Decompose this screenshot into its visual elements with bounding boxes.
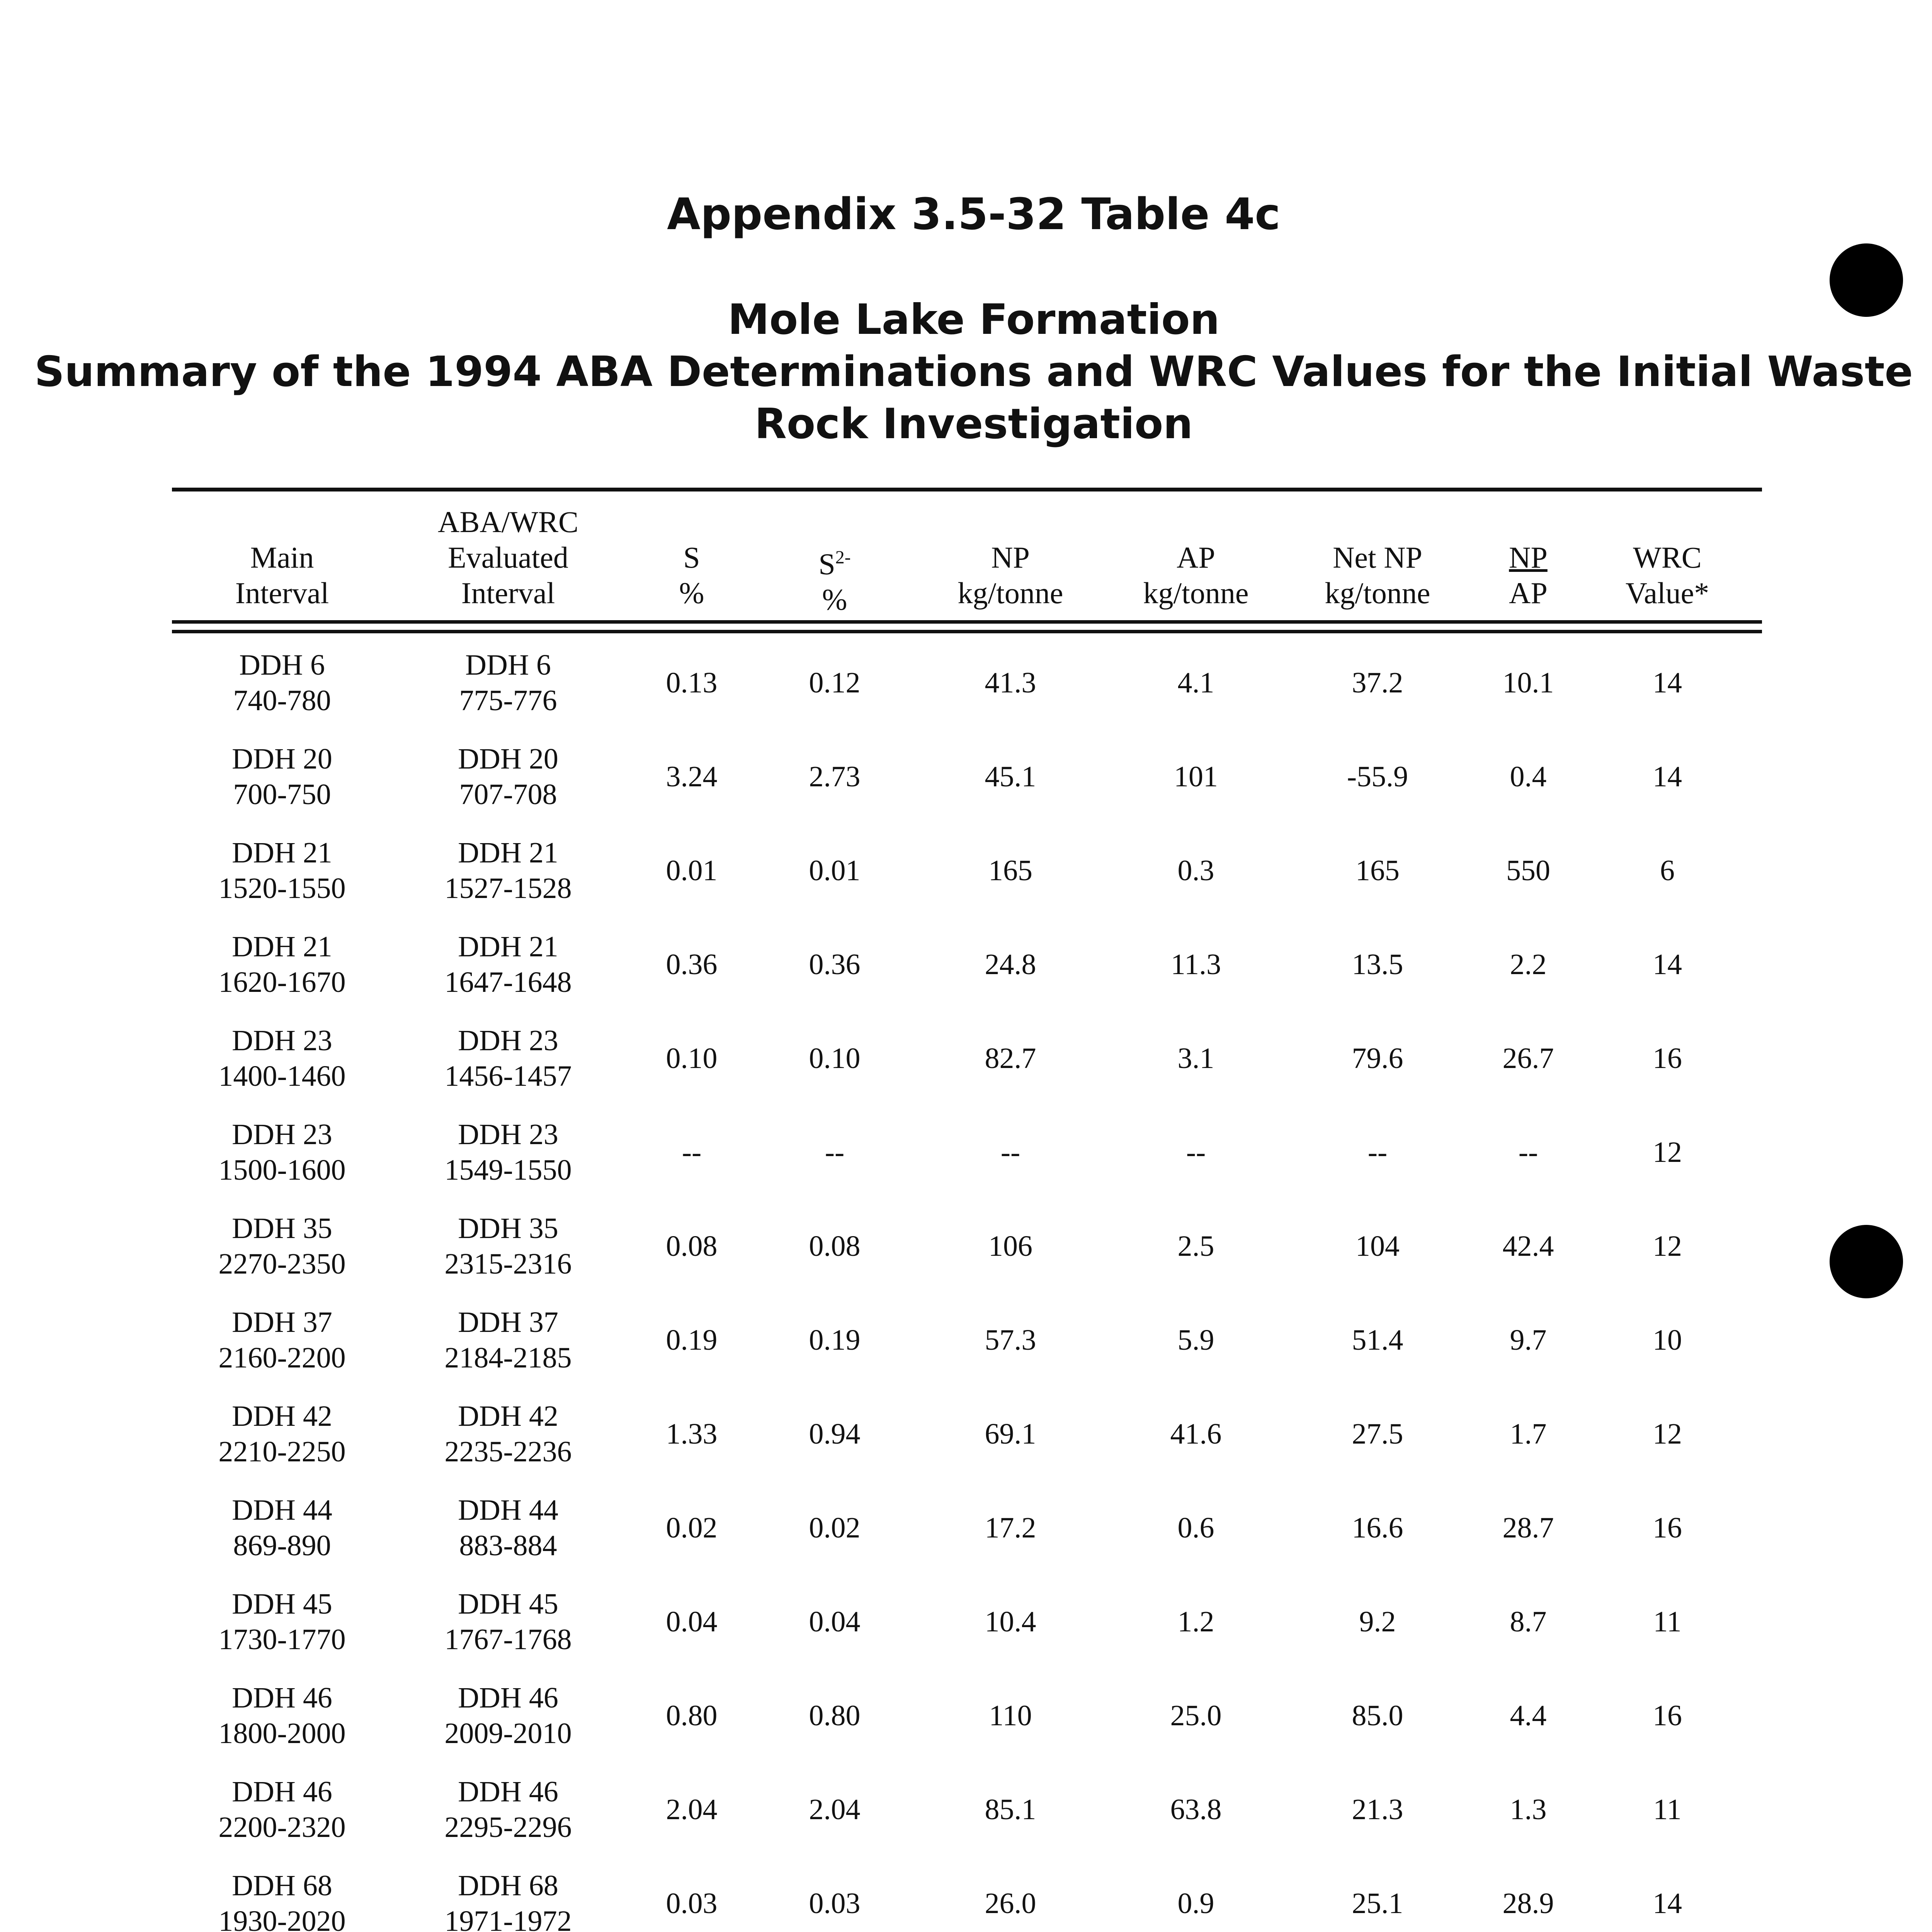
table-row [0,1680,1932,1774]
depth-range: 2200-2320 [218,1811,346,1844]
main-interval-cell [218,1304,345,1376]
cell-np: 69.1 [985,1418,1036,1450]
depth-range: 2315-2316 [444,1248,572,1280]
cell-netnp: 13.5 [1352,948,1403,981]
column-header-line: kg/tonne [1325,576,1430,610]
cell-npap: 4.4 [1510,1699,1547,1732]
hole-id: DDH 44 [232,1494,332,1526]
column-header-line: Interval [461,576,555,610]
column-header-line: WRC [1633,541,1702,574]
cell-netnp: -55.9 [1347,760,1408,793]
column-header-wrc-value [1626,504,1709,611]
cell-s2: 0.94 [809,1418,861,1450]
main-interval-cell [218,929,345,1000]
cell-wrc: 16 [1653,1042,1682,1075]
cell-wrc: 16 [1653,1512,1682,1544]
column-header-line: Value* [1625,576,1709,610]
column-header-main-interval [235,504,329,611]
depth-range: 1520-1550 [218,872,346,905]
subtitle-line-3: Rock Investigation [754,400,1193,448]
cell-npap: -- [1518,1136,1538,1168]
table-row [0,1586,1932,1680]
column-header-line: Net NP [1333,541,1422,574]
depth-range: 1620-1670 [218,966,346,998]
cell-s2: -- [825,1136,845,1168]
cell-wrc: 14 [1653,948,1682,981]
cell-s2: 0.02 [809,1512,861,1544]
cell-netnp: 21.3 [1352,1793,1403,1826]
depth-range: 740-780 [233,684,331,717]
header-double-rule-lower [172,630,1762,633]
cell-s2: 0.04 [809,1605,861,1638]
depth-range: 2009-2010 [444,1717,572,1750]
cell-s2: 0.80 [809,1699,861,1732]
column-header-line [818,504,850,540]
cell-netnp: 79.6 [1352,1042,1403,1075]
hole-id: DDH 21 [232,930,332,963]
header-double-rule-upper [172,620,1762,624]
depth-range: 1500-1600 [218,1154,346,1186]
hole-id: DDH 46 [232,1682,332,1714]
main-interval-cell [218,1398,345,1469]
cell-ap: 1.2 [1177,1605,1214,1638]
main-interval-cell [218,1211,345,1282]
subtitle-line-1: Mole Lake Formation [728,296,1220,344]
cell-netnp: 27.5 [1352,1418,1403,1450]
column-header-line [1509,504,1548,540]
binder-hole-top [1830,243,1903,317]
depth-range: 883-884 [459,1529,557,1562]
cell-np: 26.0 [985,1887,1036,1920]
hole-id: DDH 23 [232,1118,332,1151]
cell-npap: 2.2 [1510,948,1547,981]
depth-range: 2235-2236 [444,1435,572,1468]
depth-range: 1647-1648 [444,966,572,998]
hole-id: DDH 68 [232,1869,332,1902]
table-row [0,1774,1932,1868]
main-interval-cell [218,1023,345,1094]
main-interval-cell [218,1774,345,1845]
depth-range: 1800-2000 [218,1717,346,1750]
cell-npap: 28.9 [1502,1887,1554,1920]
column-header-line: AP [1509,576,1548,610]
cell-s: 0.04 [666,1605,718,1638]
cell-s: 0.36 [666,948,718,981]
page-title: Appendix 3.5-32 Table 4c [667,189,1281,240]
column-header-np [958,504,1063,611]
cell-s: 2.04 [666,1793,718,1826]
depth-range: 2160-2200 [218,1342,346,1374]
cell-ap: 0.9 [1177,1887,1214,1920]
hole-id: DDH 20 [458,743,558,775]
hole-id: DDH 23 [232,1024,332,1057]
cell-s: 0.03 [666,1887,718,1920]
cell-ap: 41.6 [1170,1418,1222,1450]
table-row [0,1304,1932,1398]
cell-s2: 0.01 [809,854,861,887]
depth-range: 2295-2296 [444,1811,572,1844]
cell-np: 17.2 [985,1512,1036,1544]
subtitle-line-2: Summary of the 1994 ABA Determinations and WRC Values for the Initial Waste [34,348,1913,396]
depth-range: 700-750 [233,778,331,811]
depth-range: 2210-2250 [218,1435,346,1468]
table-row [0,835,1932,929]
column-header-line: Interval [235,576,329,610]
hole-id: DDH 46 [458,1682,558,1714]
cell-wrc: 10 [1653,1324,1682,1356]
cell-s: 0.80 [666,1699,718,1732]
table-top-rule [172,488,1762,492]
depth-range: 1549-1550 [444,1154,572,1186]
depth-range: 2184-2185 [444,1342,572,1374]
cell-s: 3.24 [666,760,718,793]
hole-id: DDH 23 [458,1024,558,1057]
cell-np: 45.1 [985,760,1036,793]
main-interval-cell [233,647,331,718]
table-row [0,1211,1932,1304]
hole-id: DDH 45 [458,1588,558,1620]
column-header-line: NP [1509,541,1548,574]
evaluated-interval-cell [444,1774,571,1845]
cell-wrc: 12 [1653,1418,1682,1450]
evaluated-interval-cell [444,1023,571,1094]
cell-s: 0.08 [666,1230,718,1262]
hole-id: DDH 37 [458,1306,558,1338]
evaluated-interval-cell [444,1398,571,1469]
cell-np: 110 [989,1699,1032,1732]
cell-npap: 9.7 [1510,1324,1547,1356]
column-header-text: S [818,547,835,581]
table-row [0,1023,1932,1117]
depth-range: 869-890 [233,1529,331,1562]
cell-wrc: 16 [1653,1699,1682,1732]
hole-id: DDH 20 [232,743,332,775]
cell-np: 24.8 [985,948,1036,981]
column-header-line: kg/tonne [957,576,1063,610]
column-header-line: Evaluated [448,541,568,574]
cell-s: 0.02 [666,1512,718,1544]
hole-id: DDH 21 [458,930,558,963]
column-header-line: S [683,541,700,574]
cell-netnp: 85.0 [1352,1699,1403,1732]
cell-wrc: 14 [1653,1887,1682,1920]
cell-np: 41.3 [985,667,1036,699]
cell-wrc: 11 [1653,1793,1682,1826]
depth-range: 1400-1460 [218,1060,346,1092]
evaluated-interval-cell [444,1586,571,1657]
cell-s2: 0.10 [809,1042,861,1075]
cell-s2: 0.36 [809,948,861,981]
cell-npap: 0.4 [1510,760,1547,793]
cell-ap: 63.8 [1170,1793,1222,1826]
column-header-line [818,540,850,582]
evaluated-interval-cell [458,1492,558,1563]
cell-ap: 2.5 [1177,1230,1214,1262]
cell-netnp: 104 [1355,1230,1400,1262]
cell-netnp: 165 [1355,854,1400,887]
depth-range: 1456-1457 [444,1060,572,1092]
cell-np: 165 [988,854,1032,887]
evaluated-interval-cell [444,1117,571,1188]
column-header-line [1626,504,1709,540]
column-header-line [1143,504,1249,540]
cell-np: 85.1 [985,1793,1036,1826]
column-header-line [958,504,1063,540]
hole-id: DDH 6 [239,649,325,681]
table-row [0,741,1932,835]
depth-range: 1930-2020 [218,1905,346,1932]
table-subtitle [0,294,1932,450]
main-interval-cell [218,1586,345,1657]
table-row [0,647,1932,741]
column-header-line: kg/tonne [1143,576,1249,610]
column-header-ap [1143,504,1249,611]
cell-npap: 1.3 [1510,1793,1547,1826]
cell-npap: 10.1 [1502,667,1554,699]
cell-wrc: 11 [1653,1605,1682,1638]
hole-id: DDH 46 [232,1776,332,1808]
depth-range: 1971-1972 [444,1905,572,1932]
cell-netnp: 25.1 [1352,1887,1403,1920]
column-header-evaluated-interval [438,504,578,611]
cell-s2: 0.12 [809,667,861,699]
main-interval-cell [232,1492,332,1563]
column-header-line: % [679,576,704,610]
cell-s2: 0.08 [809,1230,861,1262]
hole-id: DDH 42 [232,1400,332,1432]
column-header-line [1325,504,1430,540]
evaluated-interval-cell [444,1211,571,1282]
cell-ap: 0.6 [1177,1512,1214,1544]
cell-npap: 28.7 [1502,1512,1554,1544]
hole-id: DDH 21 [232,837,332,869]
cell-wrc: 14 [1653,667,1682,699]
column-header-line: % [822,583,847,616]
cell-s: -- [682,1136,702,1168]
column-header-line: ABA/WRC [437,505,579,539]
column-header-line [679,504,704,540]
column-header-np-ap-ratio [1509,504,1548,611]
cell-npap: 26.7 [1502,1042,1554,1075]
cell-s2: 2.04 [809,1793,861,1826]
hole-id: DDH 23 [458,1118,558,1151]
evaluated-interval-cell [444,1304,571,1376]
main-interval-cell [218,1680,345,1751]
table-row [0,1398,1932,1492]
cell-s: 0.19 [666,1324,718,1356]
cell-netnp: 51.4 [1352,1324,1403,1356]
depth-range: 1767-1768 [444,1623,572,1656]
cell-wrc: 12 [1653,1230,1682,1262]
hole-id: DDH 37 [232,1306,332,1338]
evaluated-interval-cell [444,1680,571,1751]
cell-s2: 2.73 [809,760,861,793]
column-header-line: Main [250,541,314,574]
table-row [0,1117,1932,1211]
cell-ap: 5.9 [1177,1324,1214,1356]
column-header-s-percent [679,504,704,611]
cell-ap: 4.1 [1177,667,1214,699]
main-interval-cell [218,1868,345,1932]
hole-id: DDH 42 [458,1400,558,1432]
cell-ap: 0.3 [1177,854,1214,887]
depth-range: 707-708 [459,778,557,811]
cell-wrc: 12 [1653,1136,1682,1168]
depth-range: 1527-1528 [444,872,572,905]
evaluated-interval-cell [459,647,557,718]
evaluated-interval-cell [444,929,571,1000]
cell-npap: 1.7 [1510,1418,1547,1450]
cell-s2: 0.03 [809,1887,861,1920]
cell-npap: 42.4 [1502,1230,1554,1262]
cell-wrc: 14 [1653,760,1682,793]
cell-ap: -- [1186,1136,1206,1168]
cell-np: 57.3 [985,1324,1036,1356]
hole-id: DDH 44 [458,1494,558,1526]
cell-s: 0.10 [666,1042,718,1075]
cell-np: 82.7 [985,1042,1036,1075]
hole-id: DDH 46 [458,1776,558,1808]
cell-ap: 3.1 [1177,1042,1214,1075]
table-row [0,1868,1932,1932]
main-interval-cell [218,1117,345,1188]
depth-range: 2270-2350 [218,1248,346,1280]
cell-np: 106 [988,1230,1032,1262]
main-interval-cell [232,741,332,812]
column-header-line: NP [991,541,1030,574]
cell-netnp: 37.2 [1352,667,1403,699]
cell-npap: 8.7 [1510,1605,1547,1638]
cell-np: 10.4 [985,1605,1036,1638]
depth-range: 1730-1770 [218,1623,346,1656]
cell-wrc: 6 [1660,854,1675,887]
hole-id: DDH 35 [232,1212,332,1245]
table-row [0,929,1932,1023]
hole-id: DDH 45 [232,1588,332,1620]
evaluated-interval-cell [458,741,558,812]
hole-id: DDH 35 [458,1212,558,1245]
cell-netnp: 16.6 [1352,1512,1403,1544]
superscript: 2- [835,547,851,568]
table-row [0,1492,1932,1586]
cell-npap: 550 [1506,854,1550,887]
column-header-line: AP [1177,541,1215,574]
evaluated-interval-cell [444,1868,571,1932]
cell-ap: 11.3 [1170,948,1221,981]
column-header-net-np [1325,504,1430,611]
cell-s2: 0.19 [809,1324,861,1356]
cell-ap: 101 [1174,760,1218,793]
cell-netnp: 9.2 [1359,1605,1396,1638]
cell-netnp: -- [1367,1136,1388,1168]
cell-s: 0.13 [666,667,718,699]
depth-range: 775-776 [459,684,557,717]
hole-id: DDH 68 [458,1869,558,1902]
cell-s: 0.01 [666,854,718,887]
hole-id: DDH 6 [465,649,551,681]
hole-id: DDH 21 [458,837,558,869]
cell-ap: 25.0 [1170,1699,1222,1732]
cell-s: 1.33 [666,1418,718,1450]
column-header-sulfide-percent [818,504,850,617]
cell-np: -- [1000,1136,1020,1168]
column-header-line [235,504,329,540]
binder-hole-middle [1830,1225,1903,1298]
main-interval-cell [218,835,345,906]
evaluated-interval-cell [444,835,571,906]
